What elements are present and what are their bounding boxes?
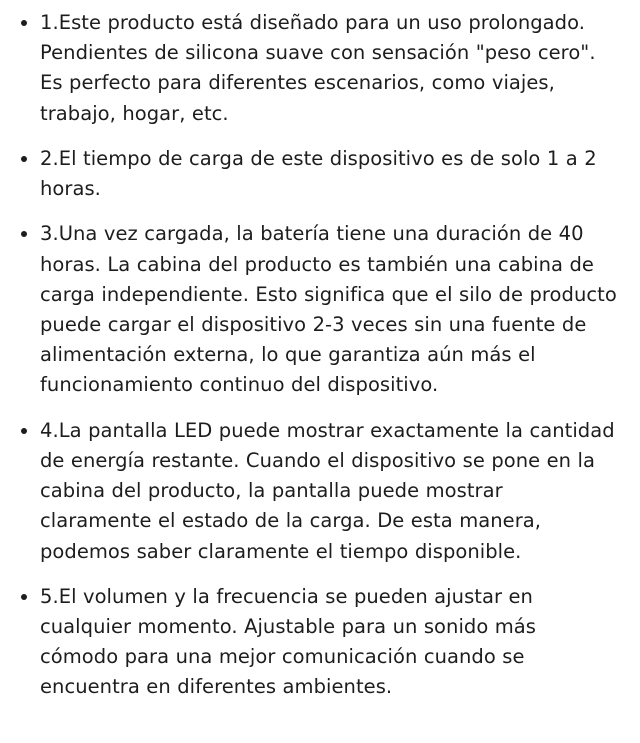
- list-item: 5.El volumen y la frecuencia se pueden ajustar en cualquier momento. Ajustable para un sonido más cómodo para una mejor comunicación cuando se encuentra en diferentes ambientes.: [14, 582, 618, 703]
- list-item: 2.El tiempo de carga de este dispositivo es de solo 1 a 2 horas.: [14, 144, 618, 204]
- list-item: 1.Este producto está diseñado para un uso prolongado. Pendientes de silicona suave con sensación "peso cero". Es perfecto para diferentes escenarios, como viajes, trabajo, hogar, etc.: [14, 8, 618, 129]
- list-item: 3.Una vez cargada, la batería tiene una duración de 40 horas. La cabina del producto es también una cabina de carga independiente. Esto significa que el silo de producto puede cargar el dispositivo 2-3 veces sin una fuente de alimentación externa, lo que garantiza aún más el funcionamiento continuo del dispositivo.: [14, 219, 618, 400]
- list-item: 4.La pantalla LED puede mostrar exactamente la cantidad de energía restante. Cuando el dispositivo se pone en la cabina del producto, la pantalla puede mostrar claramente el estado de la carga. De esta manera, podemos saber claramente el tiempo disponible.: [14, 416, 618, 567]
- feature-list: [14, 8, 618, 703]
